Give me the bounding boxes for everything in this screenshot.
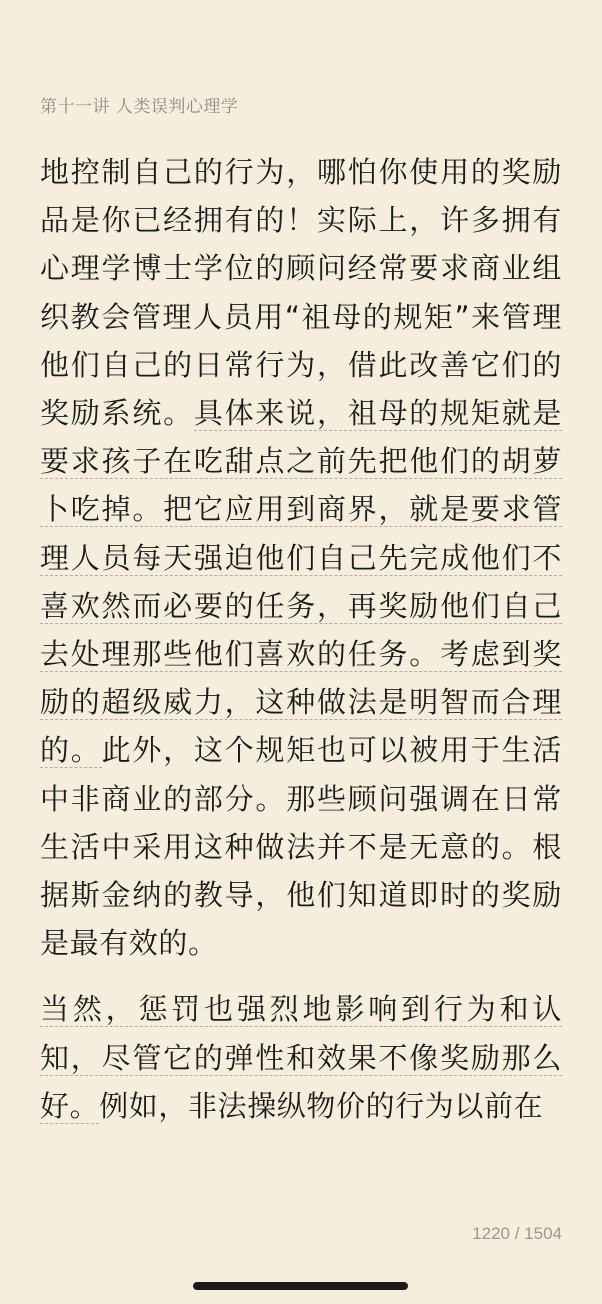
page-indicator: 1220 / 1504 (472, 1224, 562, 1243)
home-indicator[interactable] (193, 1282, 408, 1290)
reader-content[interactable] (40, 148, 562, 1130)
paragraph-1[interactable] (40, 148, 562, 967)
paragraph-2[interactable] (40, 985, 562, 1130)
chapter-title: 第十一讲 人类误判心理学 (40, 97, 239, 117)
paragraph-text: 此外，这个规矩也可以被用于生活中非商业的部分。那些顾问强调在日常生活中采用这种做法并不是无意的。根据斯金纳的教导，他们知道即时的奖励是最有效的。 (40, 733, 562, 961)
paragraph-text: 例如，非法操纵物价的行为以前在 (99, 1088, 544, 1123)
underlined-highlight[interactable]: 当然，惩罚也强烈地影响到行为和认知，尽管它的弹性和效果不像奖励那么好。 (40, 992, 562, 1123)
underlined-highlight[interactable]: 具体来说，祖母的规矩就是要求孩子在吃甜点之前先把他们的胡萝卜吃掉。把它应用到商界，就是要求管理人员每天强迫他们自己先完成他们不喜欢然而必要的任务，再奖励他们自己去处理那些他们喜欢的任务。考虑到奖励的超级威力，这种做法是明智而合理的。 (40, 396, 562, 768)
paragraph-text: 地控制自己的行为，哪怕你使用的奖励品是你已经拥有的！实际上，许多拥有心理学博士学位的顾问经常要求商业组织教会管理人员用“祖母的规矩”来管理他们自己的日常行为，借此改善它们的奖励系统。 (40, 155, 562, 431)
